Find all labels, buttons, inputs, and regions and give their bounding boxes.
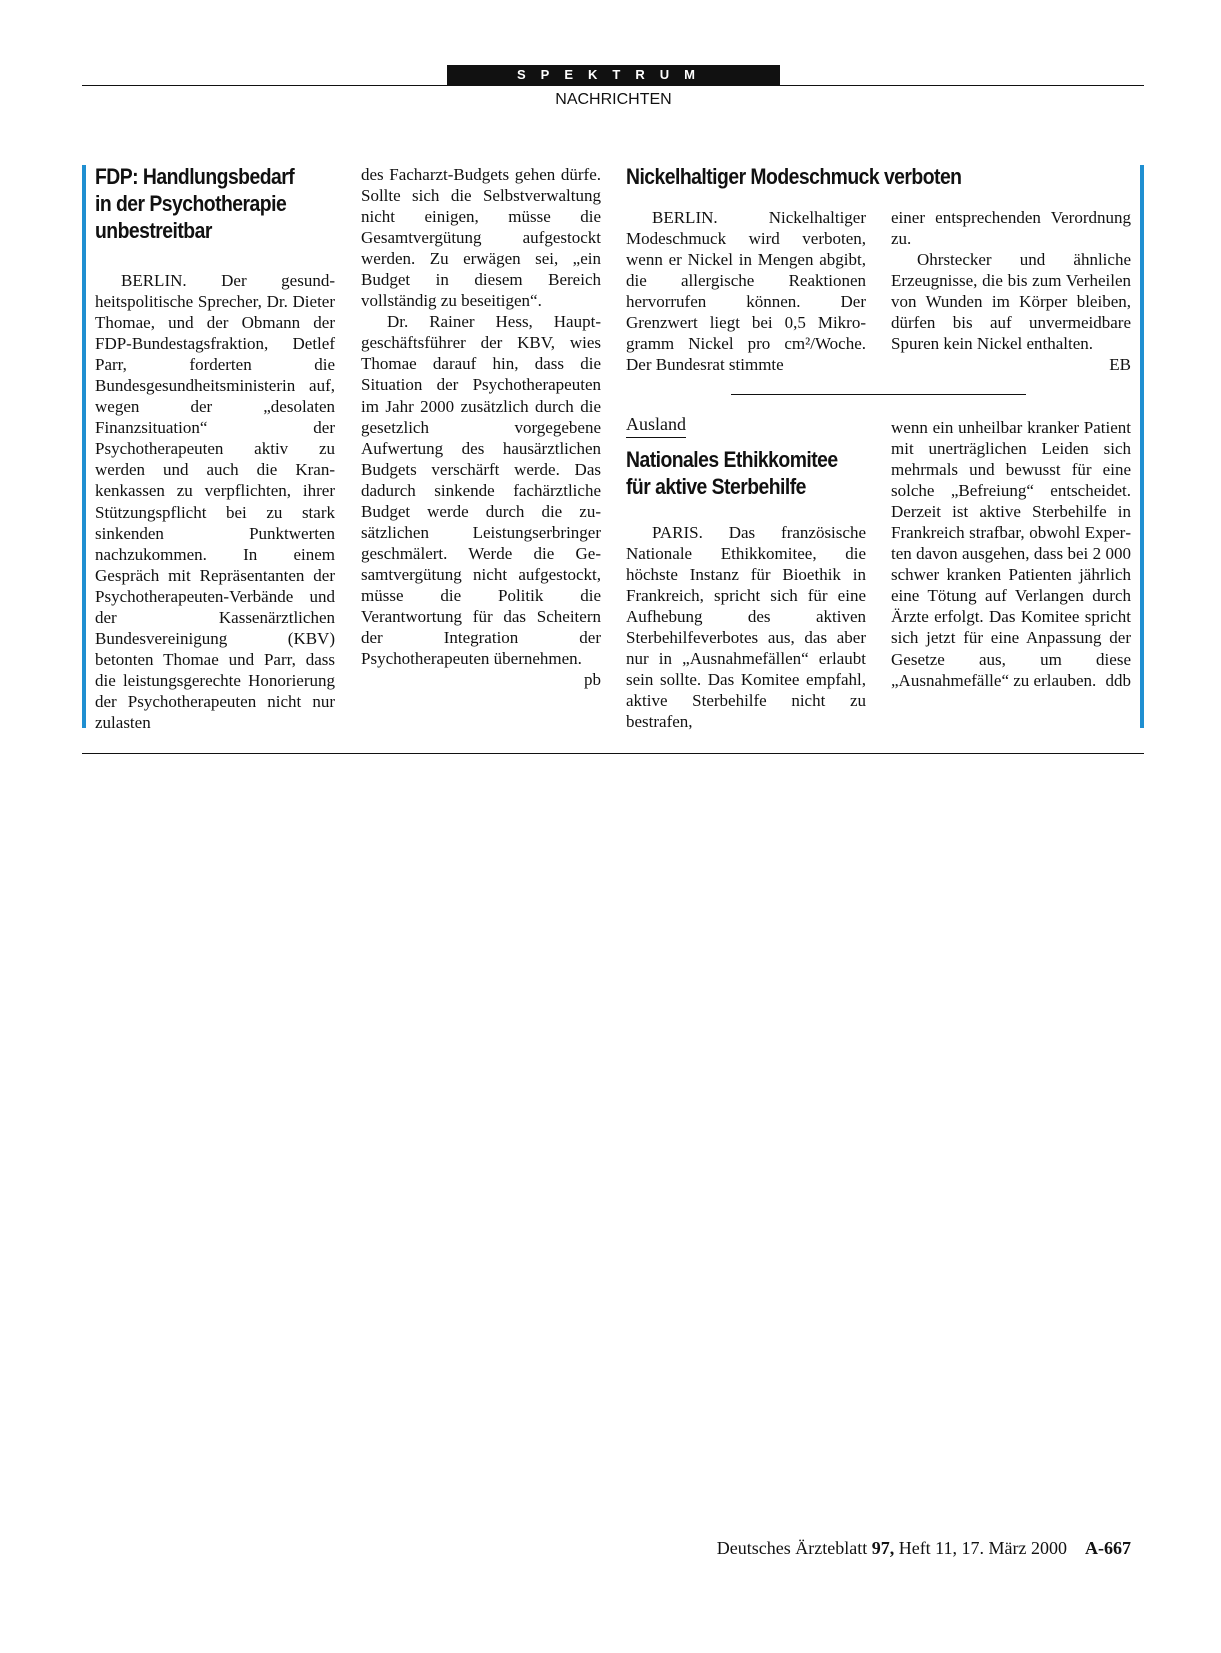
article1-paragraph: BERLIN. Der gesundheitspolitische Sprecher, Dr. Dieter Thomae, und der Obmann der FDP-Bundestagsfraktion, Detlef Parr, forderten die Bundesgesundheitsministerin auf, wegen der „desolaten Finanzsituation“ der Psychotherapeuten aktiv zu werden und auch die Krankenkassen zu verpflichten, ihrer Stützungspflicht bei zu stark sinkenden Punktwerten nachzukommen. In einem Gespräch mit Repräsentanten der Psychotherapeuten-Verbände und der Kassenärztlichen Bundesvereinigung (KBV) betonten Thomae und Parr, dass die leistungsgerechte Honorierung der Psychotherapeuten nicht nur zulasten: [95, 271, 335, 732]
article3-signature: ddb: [1105, 670, 1131, 690]
article3-headline-line: für aktive Sterbehilfe: [626, 474, 806, 499]
article2-headline: Nickelhaltiger Modeschmuck verboten: [626, 164, 962, 189]
section-kicker: SPEKTRUM: [447, 65, 780, 85]
footer-page-number: A-667: [1085, 1538, 1131, 1558]
article1-headline-line: in der Psychotherapie: [95, 191, 287, 216]
article3-paragraph: PARIS. Das französische Nationale Ethikkomitee, die höchste Instanz für Bioethik in Frankreich, spricht sich für eine Aufhebung des aktiven Sterbehilfeverbotes aus, das aber nur in „Ausnahmefällen“ erlaubt sein sollte. Das Komitee empfahl, aktive Sterbehilfe nicht zu bestrafen,: [626, 523, 866, 732]
footer-issue: Heft 11, 17. März 2000: [898, 1538, 1067, 1558]
article3-column-2: [891, 417, 1131, 691]
page-footer: [717, 1538, 1131, 1559]
article2-signature: EB: [1109, 355, 1131, 375]
article2-paragraph: BERLIN. Nickelhaltiger Modeschmuck wird verboten, wenn er Nickel in Mengen abgibt, die allergische Reaktionen hervorrufen können. Der Grenzwert liegt bei 0,5 Mikrogramm Nickel pro cm²/Woche. Der Bundesrat stimmte: [626, 208, 866, 375]
article2-paragraph-text: Ohrstecker und ähnliche Erzeugnisse, die bis zum Verheilen von Wunden im Körper bleiben, dürfen bis auf unvermeidbare Spuren kein Nickel enthalten.: [891, 250, 1131, 354]
article1-headline: [95, 163, 294, 244]
article3-headline: [626, 446, 838, 500]
article3-headline-line: Nationales Ethikkomitee: [626, 447, 838, 472]
article2-accent-bar: [1140, 165, 1144, 728]
subsection-label: NACHRICHTEN: [555, 91, 672, 108]
article3-paragraph-text: wenn ein unheilbar kranker Patient mit unerträglichen Leiden sich mehrmals und bewusst für eine solche „Befreiung“ entscheidet. Derzeit ist aktive Sterbehilfe in Frankreich strafbar, obwohl Experten davon ausgehen, dass bei 2 000 schwer kranken Patienten jährlich eine Tötung auf Verlangen durch Ärzte erfolgt. Das Komitee spricht sich jetzt für eine Anpassung der Gesetze aus, um diese „Ausnahmefälle“ zu erlauben.: [891, 418, 1131, 690]
bottom-rule: [82, 753, 1144, 754]
article1-accent-bar: [82, 165, 86, 728]
article3-column-1: [626, 522, 866, 732]
article1-column-1: [95, 270, 335, 733]
article1-headline-line: FDP: Handlungsbedarf: [95, 164, 295, 189]
article1-paragraph: [361, 311, 601, 690]
article2-column-1: [626, 207, 866, 375]
article3-paragraph: [891, 417, 1131, 691]
article2-paragraph: [891, 249, 1131, 375]
footer-volume: 97,: [871, 1538, 895, 1558]
header-rule: [82, 85, 1144, 86]
article1-paragraph-text: Dr. Rainer Hess, Hauptgeschäftsführer der KBV, wies Thomae darauf hin, dass die Situation der Psychotherapeuten im Jahr 2000 zusätzlich durch die gesetzlich vorgegebene Aufwertung des hausärztlichen Budgets verschärft werde. Das dadurch sinkende fachärztliche Budget werde durch die zusätzlichen Leistungserbringer geschmälert. Werde die Gesamtvergütung nicht aufgestockt, müsse die Politik die Verantwortung für das Scheitern der Integration der Psychotherapeuten übernehmen.: [361, 312, 601, 669]
article1-signature: pb: [584, 670, 601, 690]
article-separator: [731, 394, 1026, 395]
article1-paragraph: des Facharzt-Budgets gehen dürfe. Sollte sich die Selbstverwaltung nicht einigen, müsse die Gesamtvergütung aufgestockt werden. Zu erwägen sei, „ein Budget in diesem Bereich vollständig zu beseitigen“.: [361, 165, 601, 311]
article1-column-2: [361, 164, 601, 690]
article1-headline-line: unbestreitbar: [95, 218, 212, 243]
article2-paragraph: einer entsprechenden Verordnung zu.: [891, 208, 1131, 249]
article3-rubric: Ausland: [626, 413, 686, 438]
footer-journal: Deutsches Ärzteblatt: [716, 1538, 868, 1558]
article2-column-2: [891, 207, 1131, 375]
